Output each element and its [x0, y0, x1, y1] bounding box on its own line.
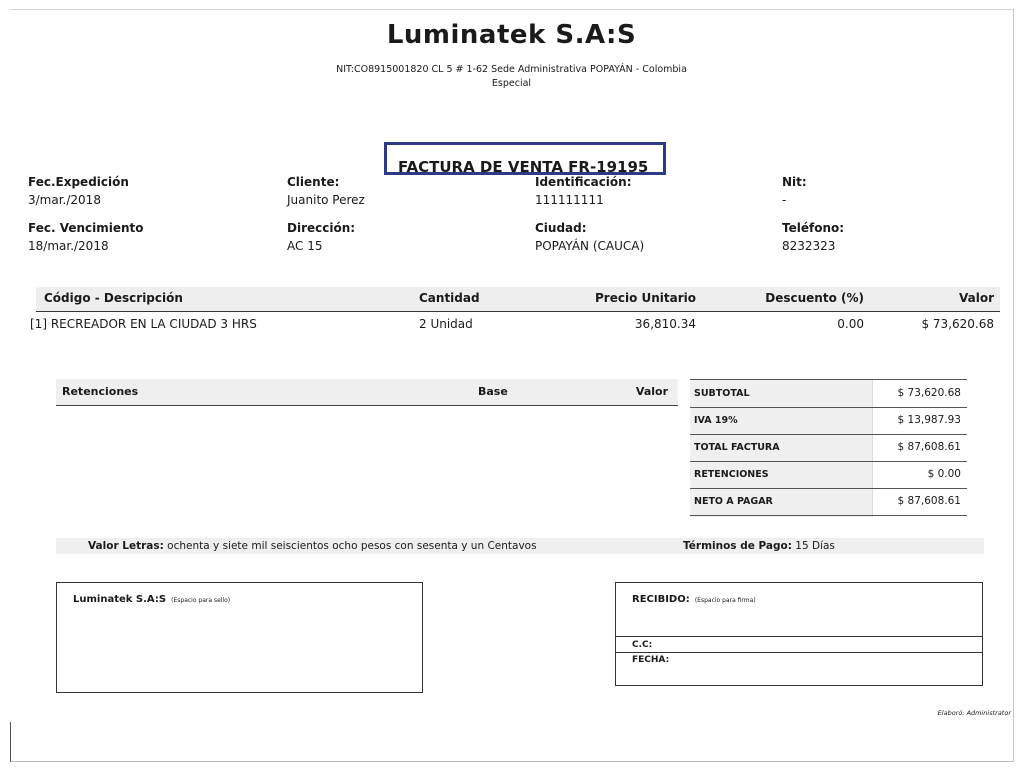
- retenciones-total-value: $ 0.00: [927, 468, 961, 480]
- page-border-right: [1013, 9, 1014, 762]
- items-table-header: [36, 287, 1000, 312]
- cell-valor: $ 73,620.68: [921, 317, 994, 331]
- iva-label: IVA 19%: [694, 415, 738, 426]
- retenciones-total-label: RETENCIONES: [694, 469, 769, 480]
- seal-box-note: (Espacio para sello): [171, 597, 231, 604]
- totals-row-neto: [690, 488, 967, 516]
- total-factura-value: $ 87,608.61: [897, 441, 961, 453]
- retenciones-header: [56, 379, 678, 406]
- page-border-bottom: [10, 761, 1014, 762]
- valor-letras: [88, 540, 537, 552]
- identificacion-value: 111111111: [535, 193, 604, 207]
- company-info: NIT:CO8915001820 CL 5 # 1-62 Sede Administrativa POPAYÁN - Colombia: [336, 64, 687, 75]
- receipt-box-note: (Espacio para firma): [694, 597, 756, 604]
- ret-col-valor: Valor: [635, 385, 668, 398]
- neto-label: NETO A PAGAR: [694, 496, 773, 507]
- valor-letras-bar: [56, 538, 984, 554]
- nit-value: -: [782, 193, 787, 207]
- col-header-descripcion: Código - Descripción: [44, 291, 183, 305]
- totals-row-retenciones: [690, 461, 967, 489]
- fec-expedicion-value: 3/mar./2018: [28, 193, 101, 207]
- seal-box-heading: [73, 587, 230, 606]
- cc-label: C.C:: [632, 640, 653, 650]
- ret-col-base: Base: [478, 385, 508, 398]
- cliente-value: Juanito Perez: [287, 193, 365, 207]
- seal-box: [56, 582, 423, 693]
- receipt-box-title: RECIBIDO:: [632, 594, 690, 605]
- elaboro-note: Elaboró: Administrator: [937, 709, 1011, 717]
- totals-row-total-factura: [690, 434, 967, 462]
- fec-vencimiento-label: Fec. Vencimiento: [28, 221, 144, 235]
- cell-precio: 36,810.34: [634, 317, 696, 331]
- totals-row-subtotal: [690, 380, 967, 408]
- total-factura-label: TOTAL FACTURA: [694, 442, 780, 453]
- telefono-label: Teléfono:: [782, 221, 845, 235]
- terminos-pago: [683, 540, 835, 552]
- identificacion-label: Identificación:: [535, 175, 632, 189]
- receipt-box-heading: [632, 587, 756, 606]
- col-header-cantidad: Cantidad: [419, 291, 480, 305]
- page-border-left: [10, 722, 11, 762]
- fecha-label: FECHA:: [632, 655, 670, 665]
- totals-row-iva: [690, 407, 967, 435]
- subtotal-label: SUBTOTAL: [694, 388, 750, 399]
- cell-cantidad: 2 Unidad: [419, 317, 473, 331]
- fec-expedicion-label: Fec.Expedición: [28, 175, 129, 189]
- fec-vencimiento-value: 18/mar./2018: [28, 239, 109, 253]
- col-header-descuento: Descuento (%): [765, 291, 864, 305]
- receipt-divider: [616, 636, 982, 637]
- seal-box-title: Luminatek S.A:S: [73, 594, 167, 605]
- valor-letras-value: ochenta y siete mil seiscientos ocho pesos con sesenta y un Centavos: [167, 540, 537, 552]
- nit-label: Nit:: [782, 175, 807, 189]
- table-row: [30, 313, 1000, 337]
- cell-descuento: 0.00: [837, 317, 864, 331]
- receipt-divider-2: [616, 652, 982, 653]
- page-border-top: [10, 9, 1013, 10]
- subtotal-value: $ 73,620.68: [897, 387, 961, 399]
- document-title: FACTURA DE VENTA FR-19195: [398, 158, 649, 176]
- ciudad-label: Ciudad:: [535, 221, 587, 235]
- telefono-value: 8232323: [782, 239, 836, 253]
- terminos-pago-label: Términos de Pago:: [683, 540, 792, 552]
- direccion-label: Dirección:: [287, 221, 356, 235]
- company-regime: Especial: [491, 78, 532, 89]
- direccion-value: AC 15: [287, 239, 323, 253]
- terminos-pago-value: 15 Días: [795, 540, 835, 552]
- ret-col-retenciones: Retenciones: [62, 385, 139, 398]
- ciudad-value: POPAYÁN (CAUCA): [535, 239, 645, 253]
- cell-descripcion: [1] RECREADOR EN LA CIUDAD 3 HRS: [30, 317, 257, 331]
- cliente-label: Cliente:: [287, 175, 340, 189]
- col-header-valor: Valor: [958, 291, 994, 305]
- company-name: Luminatek S.A:S: [386, 20, 637, 50]
- neto-value: $ 87,608.61: [897, 495, 961, 507]
- iva-value: $ 13,987.93: [897, 414, 961, 426]
- valor-letras-label: Valor Letras:: [88, 540, 164, 552]
- highlight-box: [384, 142, 666, 175]
- col-header-precio: Precio Unitario: [594, 291, 696, 305]
- receipt-box: [615, 582, 983, 686]
